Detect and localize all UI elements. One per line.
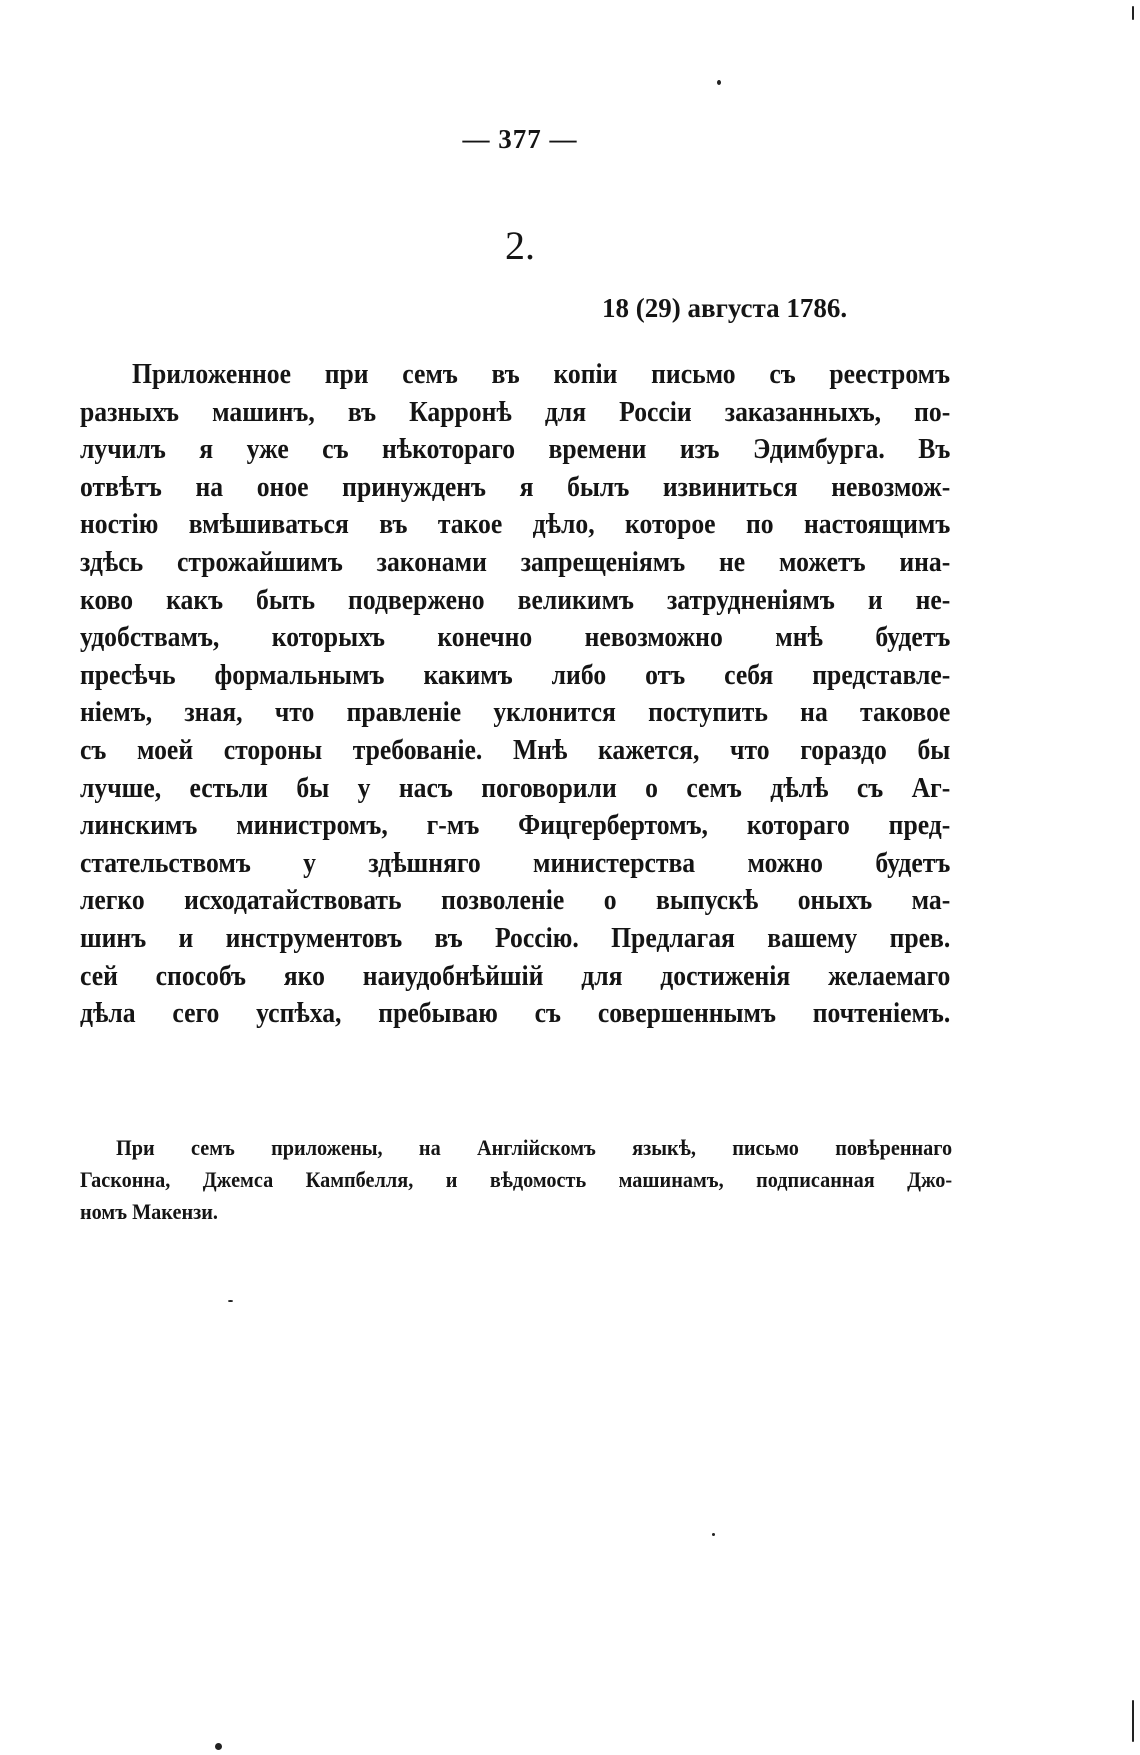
- page-number: — 377 —: [462, 124, 578, 154]
- scan-speck: [215, 1743, 222, 1750]
- letter-line: легко исходатайствовать позволеніе о выпускѣ оныхъ ма-: [80, 885, 951, 917]
- document-number: 2.: [505, 223, 535, 268]
- letter-line: лучилъ я уже съ нѣкотораго времени изъ Эдимбурга. Въ: [80, 434, 951, 466]
- letter-line: ностію вмѣшиваться въ такое дѣло, которое по настоящимъ: [80, 509, 951, 541]
- letter-line: съ моей стороны требованіе. Мнѣ кажется, что гораздо бы: [80, 734, 951, 766]
- letter-line: дѣла сего успѣха, пребываю съ совершеннымъ почтеніемъ.: [80, 998, 951, 1030]
- letter-date: 18 (29) августа 1786.: [602, 293, 848, 323]
- letter-line: шинъ и инструментовъ въ Россію. Предлагая вашему прев.: [80, 922, 951, 954]
- letter-line: линскимъ министромъ, г-мъ Фицгербертомъ, котораго пред-: [80, 810, 951, 842]
- letter-line: пресѣчь формальнымъ какимъ либо отъ себя представле-: [80, 659, 951, 691]
- letter-line: разныхъ машинъ, въ Карронѣ для Россіи заказанныхъ, по-: [80, 396, 951, 428]
- scan-speck: [1132, 6, 1134, 20]
- letter-line: отвѣтъ на оное принужденъ я былъ извиниться невозмож-: [80, 471, 951, 503]
- scan-speck: [717, 80, 721, 85]
- letter-body: [80, 356, 950, 1033]
- note-line: номъ Макензи.: [80, 1199, 218, 1224]
- letter-line: ніемъ, зная, что правленіе уклонится поступить на таковое: [80, 697, 951, 729]
- scan-speck: [712, 1533, 715, 1536]
- letter-line: сей способъ яко наиудобнѣйшій для достиженія желаемаго: [80, 960, 951, 992]
- letter-line: ково какъ быть подвержено великимъ затрудненіямъ и не-: [80, 584, 951, 616]
- letter-line: лучше, естьли бы у насъ поговорили о семъ дѣлѣ съ Аг-: [80, 772, 951, 804]
- enclosure-note: [80, 1132, 952, 1228]
- letter-line: здѣсь строжайшимъ законами запрещеніямъ не можетъ ина-: [80, 546, 951, 578]
- scan-speck: [228, 1300, 233, 1302]
- letter-line: удобствамъ, которыхъ конечно невозможно мнѣ будетъ: [80, 622, 951, 654]
- note-line: При семъ приложены, на Англійскомъ языкѣ, письмо повѣреннаго: [116, 1135, 953, 1160]
- note-line: Гасконна, Джемса Кампбелля, и вѣдомость машинамъ, подписанная Джо-: [80, 1167, 953, 1192]
- letter-line: Приложенное при семъ въ копіи письмо съ реестромъ: [132, 359, 951, 390]
- letter-line: стательствомъ у здѣшняго министерства можно будетъ: [80, 847, 951, 879]
- scan-speck: [1132, 1700, 1134, 1742]
